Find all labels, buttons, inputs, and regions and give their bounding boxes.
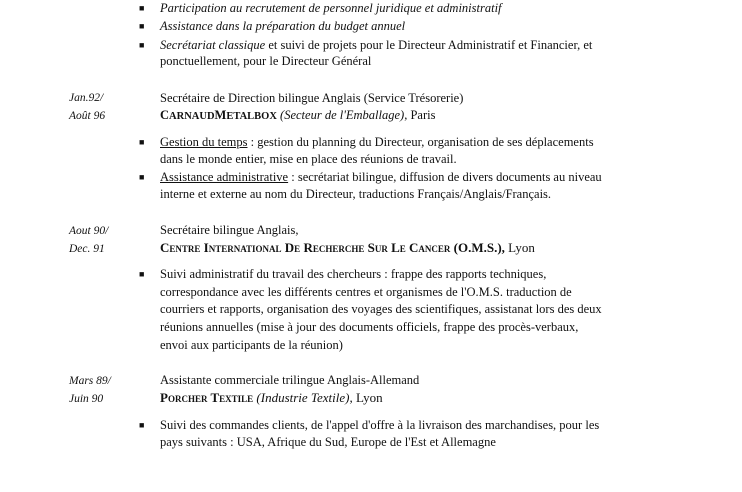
bullet-line: courriers et rapports, organisation des voyages des scientifiques, assistanat lors des deux xyxy=(160,302,602,316)
job-company-line xyxy=(160,106,435,126)
company-name: Porcher Textile xyxy=(160,390,254,405)
bullet-icon: ■ xyxy=(139,40,145,50)
bullet-line: correspondance avec les différents centres et organismes de l'O.M.S. traduction de xyxy=(160,285,572,299)
bullet-lead: Secrétariat classique xyxy=(160,38,266,52)
company-org: (O.M.S.), xyxy=(450,240,505,255)
bullet-icon: ■ xyxy=(139,137,145,147)
bullet-icon: ■ xyxy=(139,269,145,279)
bullet-line: Gestion du temps : gestion du planning du Directeur, organisation de ses déplacements xyxy=(160,135,594,149)
job-title: Assistante commerciale trilingue Anglais-Allemand xyxy=(160,373,420,387)
company-name: Centre International De Recherche Sur Le Cancer xyxy=(160,240,451,255)
company-location: Lyon xyxy=(352,390,383,405)
bullet-icon: ■ xyxy=(139,3,145,13)
bullet-text: et suivi de projets pour le Directeur Administratif et Financier, et xyxy=(265,38,593,52)
intro-bullet-text: Assistance dans la préparation du budget annuel xyxy=(160,19,406,33)
job-date-start: Aout 90/ xyxy=(69,225,109,237)
bullet-line: Assistance administrative : secrétariat bilingue, diffusion de divers documents au niveau xyxy=(160,170,602,184)
company-sector: (Secteur de l'Emballage) xyxy=(280,108,405,122)
job-title: Secrétaire de Direction bilingue Anglais (Service Trésorerie) xyxy=(160,91,464,105)
bullet-icon: ■ xyxy=(139,21,145,31)
job-company-line xyxy=(160,239,535,257)
bullet-line: Suivi administratif du travail des chercheurs : frappe des rapports techniques, xyxy=(160,267,547,281)
company-name: CARNAUDMETALBOX xyxy=(160,108,277,122)
bullet-line: Suivi des commandes clients, de l'appel d'offre à la livraison des marchandises, pour les xyxy=(160,418,600,432)
bullet-line2: dans le monde entier, mise en place des réunions de travail. xyxy=(160,152,457,166)
job-date-end: Dec. 91 xyxy=(69,243,105,255)
bullet-icon: ■ xyxy=(139,420,145,430)
bullet-lead: Gestion du temps xyxy=(160,135,248,149)
bullet-line: réunions annuelles (mise à jour des documents officiels, frappe des procès-verbaux, xyxy=(160,320,579,334)
job-company-line xyxy=(160,389,383,407)
job-title: Secrétaire bilingue Anglais, xyxy=(160,223,299,237)
intro-bullet-line2: ponctuellement, pour le Directeur Général xyxy=(160,54,372,68)
job-date-end: Août 96 xyxy=(69,110,106,122)
company-sector: (Industrie Textile), xyxy=(256,390,353,405)
bullet-line: pays suivants : USA, Afrique du Sud, Europe de l'Est et Allemagne xyxy=(160,435,496,449)
bullet-line: envoi aux participants de la réunion) xyxy=(160,338,343,352)
company-location: Lyon xyxy=(504,240,535,255)
job-date-end: Juin 90 xyxy=(69,393,104,405)
job-date-start: Jan.92/ xyxy=(69,92,104,104)
bullet-icon: ■ xyxy=(139,172,145,182)
company-location: , Paris xyxy=(404,108,436,122)
job-date-start: Mars 89/ xyxy=(69,375,111,387)
intro-bullet-text: Participation au recrutement de personnel juridique et administratif xyxy=(160,1,502,15)
bullet-line2: interne et externe au nom du Directeur, traductions Français/Anglais/Français. xyxy=(160,187,552,201)
bullet-lead: Assistance administrative xyxy=(160,170,289,184)
